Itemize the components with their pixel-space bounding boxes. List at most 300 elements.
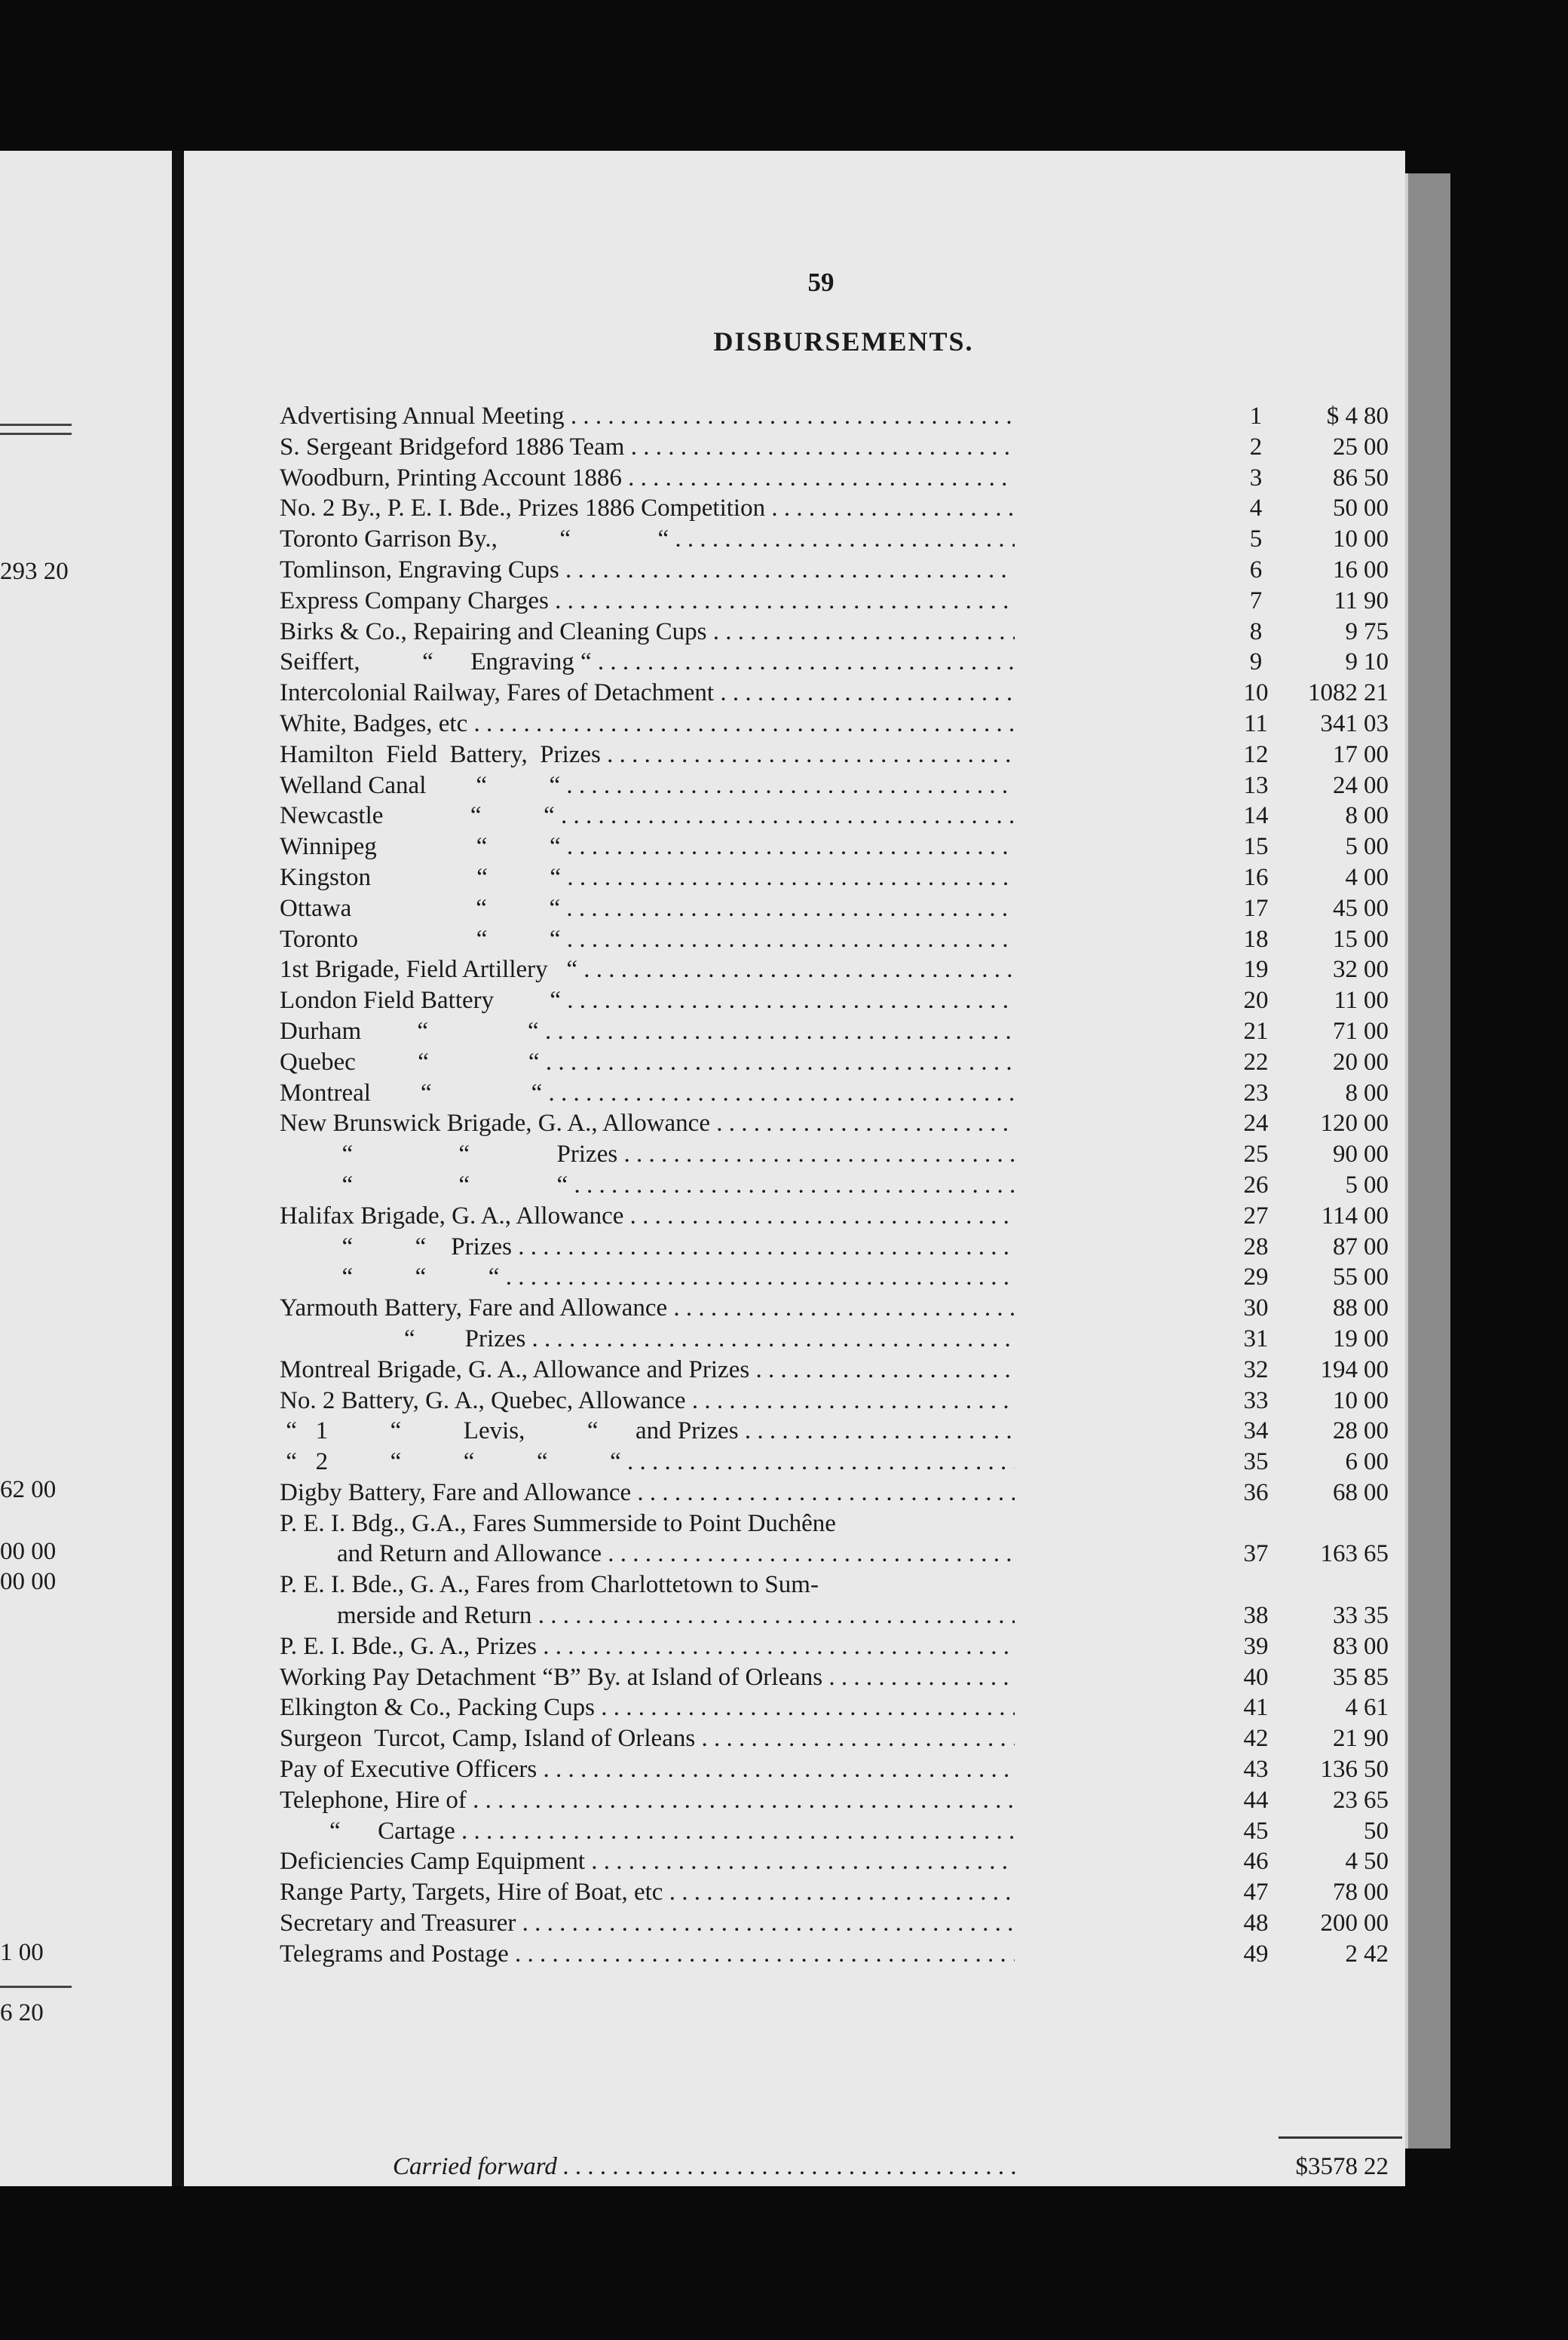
ledger-row xyxy=(280,1662,1389,1693)
amount-dollars: 20 xyxy=(1333,1048,1358,1076)
amount-cents: 00 xyxy=(1364,1079,1389,1107)
amount-cents: 00 xyxy=(1364,863,1389,891)
amount-dollars: 32 xyxy=(1333,956,1358,984)
ledger-row xyxy=(280,770,1389,801)
entry-description-text: and Return and Allowance xyxy=(337,1540,602,1568)
amount-dollars: 341 xyxy=(1320,709,1358,737)
entry-description-text: Telephone, Hire of xyxy=(280,1786,467,1814)
amount-dollars: 86 xyxy=(1333,464,1358,492)
ledger-row xyxy=(280,1108,1389,1139)
entry-description xyxy=(280,1908,1015,1939)
amount-dollars: 35 xyxy=(1333,1663,1358,1691)
amount-cents: 00 xyxy=(1364,833,1389,861)
ledger-row xyxy=(280,1723,1389,1754)
entry-description-text: Durham “ “ xyxy=(280,1017,539,1045)
entry-description-text: Newcastle “ “ xyxy=(280,802,555,830)
entry-description xyxy=(280,586,1015,617)
ledger-row xyxy=(280,678,1389,709)
amount-dollars: 21 xyxy=(1333,1725,1358,1753)
amount-dollars: 17 xyxy=(1333,740,1358,768)
entry-description xyxy=(280,493,1015,524)
ledger-row xyxy=(280,432,1389,463)
entry-description xyxy=(280,862,1015,893)
entry-description-line: P. E. I. Bde., G. A., Fares from Charlottetown to Sum- xyxy=(280,1571,819,1599)
voucher-number: 4 xyxy=(1249,495,1263,522)
voucher-number: 41 xyxy=(1243,1694,1269,1722)
entry-description-text: Toronto Garrison By., “ “ xyxy=(280,525,669,553)
entry-description xyxy=(280,893,1015,924)
entry-description xyxy=(280,1355,1015,1386)
ledger-row xyxy=(280,1355,1389,1386)
voucher-number: 24 xyxy=(1243,1110,1269,1138)
left-page-rule xyxy=(0,1986,72,1988)
entry-description xyxy=(280,1293,1015,1324)
amount-dollars: 8 xyxy=(1345,1079,1358,1107)
entry-description-text: Woodburn, Printing Account 1886 xyxy=(280,464,622,492)
entry-description-text: Toronto “ “ xyxy=(280,925,561,953)
entry-description xyxy=(280,1016,1015,1047)
voucher-number: 29 xyxy=(1243,1263,1269,1291)
ledger-row xyxy=(280,1139,1389,1170)
amount-dollars: 11 xyxy=(1334,987,1358,1015)
entry-description xyxy=(280,1662,1015,1693)
amount-dollars: $ 4 xyxy=(1326,403,1358,430)
entry-description-text: Seiffert, “ Engraving “ xyxy=(280,648,592,676)
ledger-row xyxy=(280,1785,1389,1816)
amount-cents: 00 xyxy=(1364,925,1389,953)
amount-dollars: 10 xyxy=(1333,525,1358,553)
amount-dollars: 50 xyxy=(1333,495,1358,522)
amount-cents: 80 xyxy=(1364,403,1389,430)
voucher-number: 20 xyxy=(1243,987,1269,1015)
amount-cents: 61 xyxy=(1364,1694,1389,1722)
ledger-row xyxy=(280,1016,1389,1047)
total-label: Carried forward . . . xyxy=(393,2150,1018,2181)
entry-description xyxy=(280,1386,1015,1417)
entry-description-text: 1st Brigade, Field Artillery “ xyxy=(280,956,578,984)
amount-cents: 42 xyxy=(1364,1940,1389,1968)
entry-description-text: Welland Canal “ “ xyxy=(280,771,561,799)
entry-description-text: Secretary and Treasurer xyxy=(280,1910,516,1937)
amount-cents: 00 xyxy=(1364,525,1389,553)
amount-cents: 00 xyxy=(1364,1417,1389,1445)
voucher-number: 39 xyxy=(1243,1632,1269,1660)
voucher-number: 7 xyxy=(1249,587,1263,614)
entry-description-text: Range Party, Targets, Hire of Boat, etc xyxy=(280,1879,663,1907)
amount-cents: 00 xyxy=(1364,740,1389,768)
amount-cents: 21 xyxy=(1364,679,1389,707)
voucher-number: 43 xyxy=(1243,1756,1269,1784)
amount-cents: 00 xyxy=(1364,802,1389,830)
entry-description-text: Montreal “ “ xyxy=(280,1079,543,1107)
ledger-row xyxy=(280,1877,1389,1908)
total-dollars: $3578 xyxy=(1295,2153,1358,2180)
amount-cents: 85 xyxy=(1364,1663,1389,1691)
voucher-number: 48 xyxy=(1243,1910,1269,1937)
amount-cents: 00 xyxy=(1364,1448,1389,1476)
entry-description xyxy=(280,1447,1015,1478)
entry-description-text: Ottawa “ “ xyxy=(280,894,561,922)
amount-cents: 50 xyxy=(1364,1756,1389,1784)
amount-cents: 50 xyxy=(1364,1848,1389,1876)
entry-description-line: P. E. I. Bdg., G.A., Fares Summerside to Point Duchêne xyxy=(280,1509,836,1537)
entry-description xyxy=(280,1078,1015,1109)
ledger-row xyxy=(280,862,1389,893)
amount-cents: 00 xyxy=(1364,1110,1389,1138)
entry-description-text: “ “ “ xyxy=(280,1171,568,1199)
entry-description xyxy=(280,1047,1015,1078)
entry-description-text: New Brunswick Brigade, G. A., Allowance xyxy=(280,1110,710,1138)
ledger-row xyxy=(280,1293,1389,1324)
amount-cents: 00 xyxy=(1364,1202,1389,1230)
amount-dollars: 10 xyxy=(1333,1386,1358,1414)
entry-description xyxy=(280,1201,1015,1232)
ledger-row xyxy=(280,555,1389,586)
page-edge xyxy=(1405,173,1450,2149)
voucher-number: 11 xyxy=(1244,709,1268,737)
amount-dollars: 9 xyxy=(1345,617,1358,645)
amount-cents: 00 xyxy=(1364,1478,1389,1506)
amount-cents: 00 xyxy=(1364,1141,1389,1168)
right-page xyxy=(184,151,1405,2186)
amount-cents: 00 xyxy=(1364,1171,1389,1199)
entry-description-text: “ 1 “ Levis, “ and Prizes xyxy=(280,1417,739,1445)
voucher-number: 28 xyxy=(1243,1233,1269,1260)
ledger-row xyxy=(280,1816,1389,1847)
ledger-row xyxy=(280,1386,1389,1417)
voucher-number: 35 xyxy=(1243,1448,1269,1476)
ledger-row xyxy=(280,893,1389,924)
voucher-number: 1 xyxy=(1249,403,1263,430)
entry-description-text: Halifax Brigade, G. A., Allowance xyxy=(280,1202,624,1230)
entry-description xyxy=(280,1785,1015,1816)
amount-cents: 00 xyxy=(1364,556,1389,583)
amount-dollars: 88 xyxy=(1333,1294,1358,1322)
amount-cents: 00 xyxy=(1364,495,1389,522)
ledger-row xyxy=(280,647,1389,678)
amount-cents: 00 xyxy=(1364,1233,1389,1260)
entry-description xyxy=(280,1723,1015,1754)
amount-dollars: 8 xyxy=(1345,802,1358,830)
amount-dollars: 23 xyxy=(1333,1786,1358,1814)
entry-description-text: “ Cartage xyxy=(280,1817,455,1845)
voucher-number: 32 xyxy=(1243,1355,1269,1383)
left-page-rule xyxy=(0,424,72,426)
amount-dollars: 136 xyxy=(1320,1756,1358,1784)
amount-cents: 00 xyxy=(1364,1386,1389,1414)
entry-description xyxy=(280,1877,1015,1908)
amount-dollars: 55 xyxy=(1333,1263,1358,1291)
page-number: 59 xyxy=(807,268,835,297)
page-title: DISBURSEMENTS. xyxy=(713,326,974,357)
entry-description-text: Pay of Executive Officers xyxy=(280,1756,537,1784)
amount-dollars: 4 xyxy=(1345,863,1358,891)
amount-dollars: 83 xyxy=(1333,1632,1358,1660)
amount-dollars: 9 xyxy=(1345,648,1358,676)
entry-description-text: Telegrams and Postage xyxy=(280,1940,509,1968)
amount-cents: 00 xyxy=(1364,956,1389,984)
voucher-number: 16 xyxy=(1243,863,1269,891)
voucher-number: 37 xyxy=(1243,1540,1269,1568)
entry-description xyxy=(280,463,1015,494)
amount-cents: 35 xyxy=(1364,1602,1389,1630)
ledger-row xyxy=(280,954,1389,985)
voucher-number: 45 xyxy=(1243,1817,1269,1845)
ledger-row xyxy=(280,1324,1389,1355)
voucher-number: 47 xyxy=(1243,1879,1269,1907)
entry-description xyxy=(280,524,1015,555)
ledger-row xyxy=(280,1078,1389,1109)
ledger-row xyxy=(280,709,1389,740)
voucher-number: 10 xyxy=(1243,679,1269,707)
amount-dollars: 2 xyxy=(1345,1940,1358,1968)
ledger-row xyxy=(280,1232,1389,1263)
amount-cents: 00 xyxy=(1364,987,1389,1015)
amount-dollars: 25 xyxy=(1333,433,1358,461)
amount-dollars: 200 xyxy=(1320,1910,1358,1937)
entry-description xyxy=(280,985,1015,1016)
entry-description xyxy=(280,1846,1015,1877)
left-page-fragment: 1 00 xyxy=(0,1939,44,1966)
amount-cents: 00 xyxy=(1364,433,1389,461)
entry-description xyxy=(280,1508,1015,1570)
entry-description-text: Hamilton Field Battery, Prizes xyxy=(280,740,601,768)
amount-dollars: 16 xyxy=(1333,556,1358,583)
entry-description xyxy=(280,555,1015,586)
amount-dollars: 19 xyxy=(1333,1325,1358,1352)
voucher-number: 23 xyxy=(1243,1079,1269,1107)
entry-description-text: “ “ Prizes xyxy=(280,1233,512,1260)
entry-description-text: White, Badges, etc xyxy=(280,709,468,737)
amount-cents: 00 xyxy=(1364,1355,1389,1383)
amount-cents: 00 xyxy=(1364,1910,1389,1937)
amount-dollars: 1082 xyxy=(1308,679,1358,707)
amount-dollars: 24 xyxy=(1333,771,1358,799)
amount-dollars: 4 xyxy=(1345,1848,1358,1876)
entry-description xyxy=(280,832,1015,862)
entry-description xyxy=(280,647,1015,678)
amount-cents: 10 xyxy=(1364,648,1389,676)
entry-description xyxy=(280,1170,1015,1201)
ledger-row xyxy=(280,1478,1389,1508)
voucher-number: 14 xyxy=(1243,802,1269,830)
entry-description-text: Working Pay Detachment “B” By. at Island of Orleans xyxy=(280,1663,823,1691)
ledger-row xyxy=(280,832,1389,862)
ledger-row xyxy=(280,1416,1389,1447)
ledger-row xyxy=(280,1170,1389,1201)
voucher-number: 30 xyxy=(1243,1294,1269,1322)
entry-description-text: merside and Return xyxy=(337,1602,532,1630)
entry-description xyxy=(280,801,1015,832)
amount-cents: 03 xyxy=(1364,709,1389,737)
amount-cents: 00 xyxy=(1364,1048,1389,1076)
entry-description xyxy=(280,1478,1015,1508)
amount-dollars: 194 xyxy=(1320,1355,1358,1383)
ledger-row xyxy=(280,1570,1389,1631)
ledger-row xyxy=(280,586,1389,617)
ledger-row xyxy=(280,524,1389,555)
entry-description-text: Tomlinson, Engraving Cups xyxy=(280,556,559,583)
voucher-number: 21 xyxy=(1243,1017,1269,1045)
entry-description-text: Surgeon Turcot, Camp, Island of Orleans xyxy=(280,1725,696,1753)
amount-cents: 00 xyxy=(1364,1632,1389,1660)
entry-description-text: “ “ Prizes xyxy=(280,1141,618,1168)
voucher-number: 46 xyxy=(1243,1848,1269,1876)
entry-description-text: “ “ “ xyxy=(280,1263,500,1291)
ledger-row xyxy=(280,1692,1389,1723)
voucher-number: 42 xyxy=(1243,1725,1269,1753)
entry-description-text: Montreal Brigade, G. A., Allowance and Prizes xyxy=(280,1355,750,1383)
ledger-row xyxy=(280,1201,1389,1232)
entry-description-text: Express Company Charges xyxy=(280,587,549,614)
amount-cents: 50 xyxy=(1364,1817,1389,1845)
entry-description xyxy=(280,1692,1015,1723)
entry-description-text: Elkington & Co., Packing Cups xyxy=(280,1694,596,1722)
voucher-number: 19 xyxy=(1243,956,1269,984)
voucher-number: 33 xyxy=(1243,1386,1269,1414)
voucher-number: 38 xyxy=(1243,1602,1269,1630)
voucher-number: 36 xyxy=(1243,1478,1269,1506)
voucher-number: 49 xyxy=(1243,1940,1269,1968)
entry-description xyxy=(280,1631,1015,1662)
amount-dollars: 11 xyxy=(1334,587,1358,614)
entry-description-text: S. Sergeant Bridgeford 1886 Team xyxy=(280,433,625,461)
amount-cents: 00 xyxy=(1364,1263,1389,1291)
ledger-row xyxy=(280,924,1389,955)
voucher-number: 34 xyxy=(1243,1417,1269,1445)
voucher-number: 44 xyxy=(1243,1786,1269,1814)
entry-description xyxy=(280,1939,1015,1970)
disbursements-ledger xyxy=(280,401,1389,1970)
amount-dollars: 6 xyxy=(1345,1448,1358,1476)
voucher-number: 8 xyxy=(1249,617,1263,645)
amount-dollars: 33 xyxy=(1333,1602,1358,1630)
entry-description xyxy=(280,1232,1015,1263)
entry-description xyxy=(280,770,1015,801)
entry-description xyxy=(280,1416,1015,1447)
entry-description xyxy=(280,617,1015,648)
voucher-number: 15 xyxy=(1243,833,1269,861)
left-page xyxy=(0,151,173,2186)
amount-dollars: 15 xyxy=(1333,925,1358,953)
entry-description-text: Winnipeg “ “ xyxy=(280,833,561,861)
voucher-number: 40 xyxy=(1243,1663,1269,1691)
amount-dollars: 90 xyxy=(1333,1141,1358,1168)
ledger-row xyxy=(280,1047,1389,1078)
entry-description-text: “ 2 “ “ “ “ xyxy=(280,1448,621,1476)
amount-cents: 00 xyxy=(1364,1294,1389,1322)
ledger-row xyxy=(280,1908,1389,1939)
amount-dollars: 114 xyxy=(1321,1202,1358,1230)
entry-description-text: Kingston “ “ xyxy=(280,863,562,891)
entry-description xyxy=(280,1324,1015,1355)
left-page-fragment: 6 20 xyxy=(0,1999,44,2026)
amount-dollars: 4 xyxy=(1345,1694,1358,1722)
left-page-fragment: 62 00 xyxy=(0,1476,57,1503)
voucher-number: 5 xyxy=(1249,525,1263,553)
entry-description xyxy=(280,1139,1015,1170)
voucher-number: 26 xyxy=(1243,1171,1269,1199)
entry-description xyxy=(280,1262,1015,1293)
entry-description-line xyxy=(280,1600,1015,1631)
entry-description-text: No. 2 By., P. E. I. Bde., Prizes 1886 Competition xyxy=(280,495,766,522)
voucher-number: 12 xyxy=(1243,740,1269,768)
voucher-number: 13 xyxy=(1243,771,1269,799)
voucher-number: 17 xyxy=(1243,894,1269,922)
entry-description xyxy=(280,709,1015,740)
entry-description xyxy=(280,954,1015,985)
entry-description-text: P. E. I. Bde., G. A., Prizes xyxy=(280,1632,537,1660)
entry-description-text: Deficiencies Camp Equipment xyxy=(280,1848,586,1876)
amount-cents: 00 xyxy=(1364,1325,1389,1352)
amount-cents: 00 xyxy=(1364,894,1389,922)
ledger-row xyxy=(280,1846,1389,1877)
left-page-fragment: 00 00 xyxy=(0,1568,57,1595)
amount-dollars: 68 xyxy=(1333,1478,1358,1506)
left-page-rule xyxy=(0,433,72,435)
voucher-number: 27 xyxy=(1243,1202,1269,1230)
amount-cents: 65 xyxy=(1364,1786,1389,1814)
voucher-number: 31 xyxy=(1243,1325,1269,1352)
amount-cents: 90 xyxy=(1364,1725,1389,1753)
entry-description xyxy=(280,432,1015,463)
entry-description-text: London Field Battery “ xyxy=(280,987,562,1015)
amount-cents: 90 xyxy=(1364,587,1389,614)
entry-description-text: Intercolonial Railway, Fares of Detachment xyxy=(280,679,715,707)
voucher-number: 22 xyxy=(1243,1048,1269,1076)
amount-cents: 65 xyxy=(1364,1540,1389,1568)
ledger-row xyxy=(280,401,1389,432)
amount-cents: 50 xyxy=(1364,464,1389,492)
amount-cents: 00 xyxy=(1364,771,1389,799)
entry-description xyxy=(280,740,1015,770)
entry-description xyxy=(280,1754,1015,1785)
entry-description xyxy=(280,401,1015,432)
amount-dollars: 5 xyxy=(1345,833,1358,861)
entry-description xyxy=(280,678,1015,709)
ledger-row xyxy=(280,1754,1389,1785)
amount-dollars: 87 xyxy=(1333,1233,1358,1260)
entry-description xyxy=(280,1816,1015,1847)
entry-description-text: Quebec “ “ xyxy=(280,1048,540,1076)
amount-dollars: 163 xyxy=(1320,1540,1358,1568)
ledger-row xyxy=(280,617,1389,648)
total-cents: 22 xyxy=(1364,2153,1389,2180)
entry-description-text: “ Prizes xyxy=(280,1325,526,1352)
voucher-number: 3 xyxy=(1249,464,1263,492)
ledger-row xyxy=(280,740,1389,770)
ledger-row xyxy=(280,1262,1389,1293)
entry-description xyxy=(280,924,1015,955)
ledger-row xyxy=(280,1939,1389,1970)
entry-description xyxy=(280,1570,1015,1631)
entry-description-text: Advertising Annual Meeting xyxy=(280,403,565,430)
voucher-number: 25 xyxy=(1243,1141,1269,1168)
amount-dollars: 78 xyxy=(1333,1879,1358,1907)
amount-dollars: 71 xyxy=(1333,1017,1358,1045)
entry-description-text: Yarmouth Battery, Fare and Allowance xyxy=(280,1294,668,1322)
ledger-row xyxy=(280,1631,1389,1662)
entry-description xyxy=(280,1108,1015,1139)
amount-cents: 75 xyxy=(1364,617,1389,645)
amount-dollars: 45 xyxy=(1333,894,1358,922)
ledger-row xyxy=(280,463,1389,494)
total-row xyxy=(280,2150,1410,2184)
voucher-number: 18 xyxy=(1243,925,1269,953)
ledger-row xyxy=(280,1447,1389,1478)
ledger-row xyxy=(280,1508,1389,1570)
entry-description-line xyxy=(280,1539,1015,1570)
